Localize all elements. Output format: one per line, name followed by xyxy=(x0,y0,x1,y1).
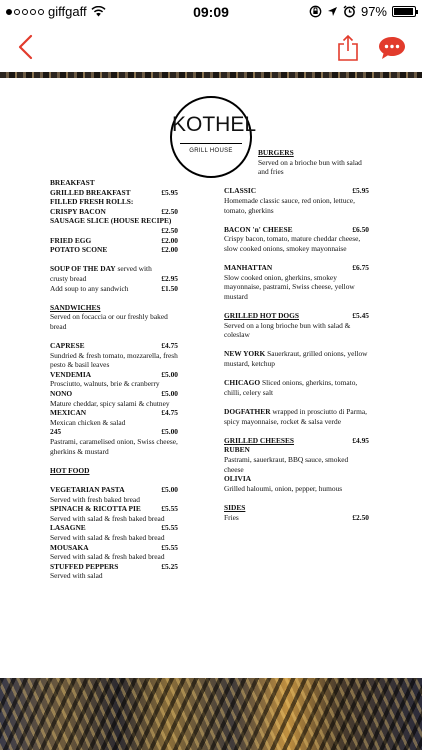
menu-item: VENDEMIA £5.00 xyxy=(50,369,178,379)
menu-item: POTATO SCONE £2.00 xyxy=(50,245,178,255)
logo-name: KOTHEL xyxy=(172,113,257,136)
menu-item: LASAGNE £5.55 xyxy=(50,523,178,533)
menu-item-desc: Prosciutto, walnuts, brie & cranberry xyxy=(50,379,160,389)
logo-divider xyxy=(180,143,242,144)
location-arrow-icon xyxy=(327,6,338,17)
menu-left-column xyxy=(50,178,178,581)
decorative-image-bottom xyxy=(0,678,422,750)
battery-icon xyxy=(392,6,416,17)
soup-item: SOUP OF THE DAY served with crusty bread £2.95 Add soup to any sandwich £1.50 xyxy=(50,264,178,293)
menu-item-desc: Served with salad xyxy=(50,571,103,581)
menu-item: SPINACH & RICOTTA PIE £5.55 xyxy=(50,504,178,514)
battery-percent: 97% xyxy=(360,4,387,19)
menu-item: CAPRESE £4.75 xyxy=(50,341,178,351)
menu-item: NEW YORK Sauerkraut, grilled onions, yellow mustard, ketchup xyxy=(224,349,368,369)
sandwiches-heading: SANDWICHES xyxy=(50,302,101,312)
menu-item-desc: Mexican chicken & salad xyxy=(50,417,126,427)
menu-item-desc: Mature cheddar, spicy salami & chutney xyxy=(50,398,170,408)
status-right xyxy=(309,4,416,19)
status-bar xyxy=(0,0,422,22)
hot-dogs-heading-row: GRILLED HOT DOGS £5.45 xyxy=(224,311,369,321)
menu-item: MOUSAKA £5.55 xyxy=(50,542,178,552)
menu-item: FILLED FRESH ROLLS: xyxy=(50,197,134,207)
logo-subtitle: GRILL HOUSE xyxy=(189,148,233,154)
menu-item: CRISPY BACON £2.50 xyxy=(50,206,178,216)
menu-item: CHICAGO Sliced onions, gherkins, tomato, chilli, celery salt xyxy=(224,378,358,397)
share-icon xyxy=(339,36,357,60)
nav-bar xyxy=(0,22,422,72)
menu-item-desc: Pastrami, sauerkraut, BBQ sauce, smoked cheese xyxy=(224,455,349,474)
menu-item-desc: Slow cooked onion, gherkins, smokey mayonnaise, pastrami, Swiss cheese, yellow mustard xyxy=(224,272,355,301)
chat-button[interactable] xyxy=(378,36,406,60)
status-time: 09:09 xyxy=(193,4,229,20)
menu-item-desc: Served with salad & fresh baked bread xyxy=(50,532,165,542)
menu-item: CLASSIC £5.95 xyxy=(224,186,369,196)
menu-item: £2.50 xyxy=(161,225,178,235)
hot-dogs-desc: Served on a long brioche bun with salad & coleslaw xyxy=(224,320,351,340)
menu-item: NONO £5.00 xyxy=(50,389,178,399)
menu-item: DOGFATHER wrapped in prosciutto di Parma, spicy mayonnaise, rocket & salsa verde xyxy=(224,407,368,426)
menu-item: Fries £2.50 xyxy=(224,512,369,522)
menu-item: MEXICAN £4.75 xyxy=(50,408,178,418)
hot-food-heading: HOT FOOD xyxy=(50,465,90,475)
chat-icon xyxy=(379,37,405,59)
chevron-left-icon xyxy=(20,36,31,58)
back-button[interactable] xyxy=(12,32,42,62)
breakfast-heading: BREAKFAST xyxy=(50,178,95,187)
menu-item: MANHATTAN £6.75 xyxy=(224,263,369,273)
menu-item-desc: Served with salad & fresh baked bread xyxy=(50,552,165,562)
sides-heading: SIDES xyxy=(224,502,246,512)
menu-item-desc: Served with salad & fresh baked bread xyxy=(50,513,165,523)
menu-item-desc: Pastrami, caramelised onion, Swiss cheese, gherkins & mustard xyxy=(50,437,178,456)
menu-item: STUFFED PEPPERS £5.25 xyxy=(50,561,178,571)
carrier-name: giffgaff xyxy=(48,4,87,19)
menu-right-column xyxy=(224,148,369,522)
menu-item: 245 £5.00 xyxy=(50,427,178,437)
menu-item-desc: Grilled haloumi, onion, pepper, humous xyxy=(224,483,343,493)
menu-item: GRILLED BREAKFAST £5.95 xyxy=(50,187,178,197)
menu-item: VEGETARIAN PASTA £5.00 xyxy=(50,485,178,494)
menu-item-desc: Sundried & fresh tomato, mozzarella, fresh pesto & basil leaves xyxy=(50,350,178,370)
menu-item: SAUSAGE SLICE (HOUSE RECIPE) xyxy=(50,216,172,226)
alarm-icon xyxy=(343,5,356,18)
menu-document xyxy=(0,78,422,678)
share-button[interactable] xyxy=(336,34,360,62)
battery-fill xyxy=(394,8,413,15)
burgers-heading: BURGERS xyxy=(258,148,294,157)
menu-item-desc: Crispy bacon, tomato, mature cheddar cheese, slow cooked onions, smokey mayonnaise xyxy=(224,234,361,253)
menu-item: BACON 'n' CHEESE £6.50 xyxy=(224,224,369,234)
menu-item-name: RUBEN xyxy=(224,445,250,455)
menu-item-desc: Homemade classic sauce, red onion, lettuce, tomato, gherkins xyxy=(224,195,355,215)
cheeses-heading-row: GRILLED CHEESES £4.95 xyxy=(224,435,369,445)
menu-item: FRIED EGG £2.00 xyxy=(50,235,178,245)
menu-item-desc: Served with fresh baked bread xyxy=(50,494,140,504)
sandwiches-desc: Served on focaccia or our freshly baked bread xyxy=(50,312,168,331)
menu-item-name: OLIVIA xyxy=(224,474,252,484)
burgers-desc: Served on a brioche bun with salad and fries xyxy=(258,157,362,177)
orientation-lock-icon xyxy=(309,5,322,18)
